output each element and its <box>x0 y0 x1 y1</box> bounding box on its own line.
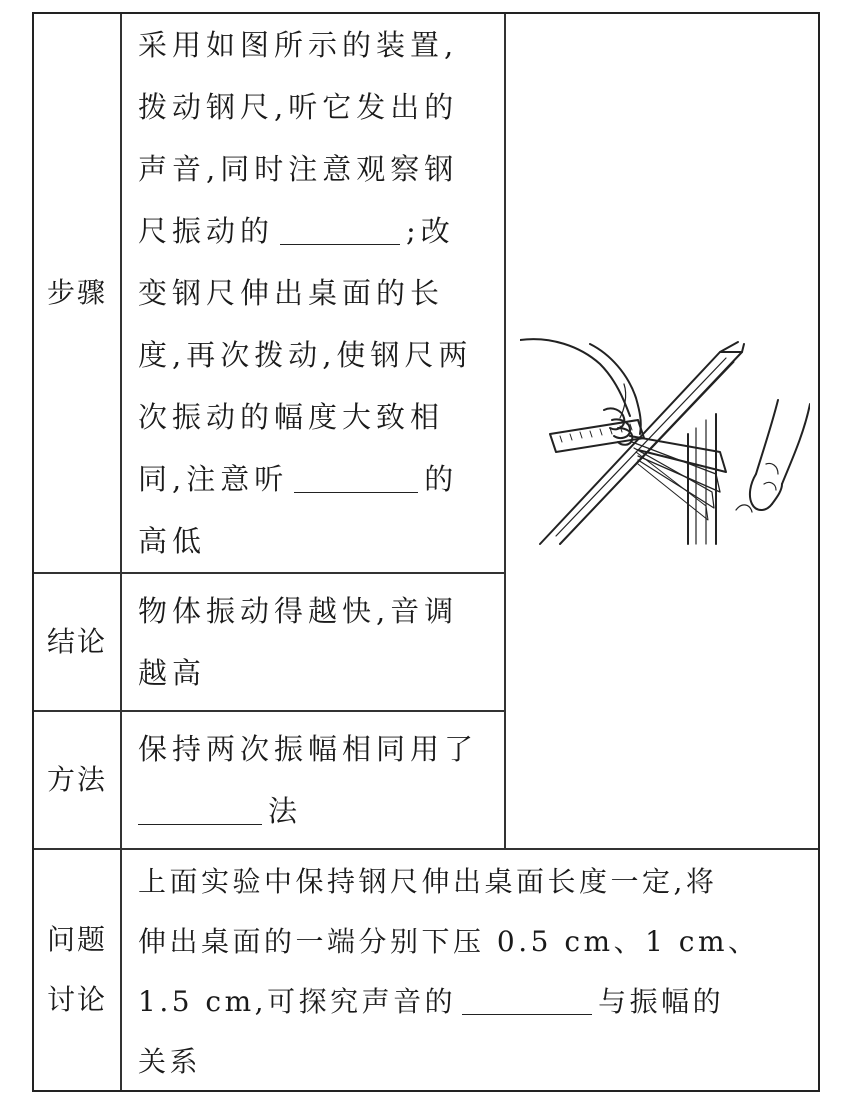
steps-line-6: 度,再次拨动,使钢尺两 <box>138 338 473 372</box>
conclusion-label <box>34 574 120 710</box>
experiment-table <box>32 12 820 1092</box>
steps-label-text: 步骤 <box>46 276 107 309</box>
blank-sound-property[interactable] <box>462 980 592 1015</box>
method-label-text: 方法 <box>46 763 107 796</box>
steps-line-4-start: 尺振动的 <box>138 214 275 248</box>
steps-line-5: 变钢尺伸出桌面的长 <box>138 276 445 310</box>
discussion-line-3-end: 与振幅的 <box>598 985 725 1018</box>
steps-line-8 <box>138 448 472 510</box>
steps-line-4-end: ;改 <box>406 214 455 248</box>
column-divider-label <box>120 14 122 1090</box>
discussion-label <box>34 850 120 1090</box>
discussion-label-line-1: 问题 <box>46 923 107 956</box>
blank-sound-pitch[interactable] <box>294 458 418 493</box>
steps-line-2: 拨动钢尺,听它发出的 <box>138 90 459 124</box>
column-divider-figure <box>504 14 506 848</box>
steps-line-9: 高低 <box>138 524 207 558</box>
discussion-line-4: 关系 <box>138 1045 202 1078</box>
method-label <box>34 712 120 848</box>
hand-plucking-ruler-on-table-illustration <box>520 324 810 554</box>
steps-label <box>34 14 120 572</box>
steps-line-7: 次振动的幅度大致相 <box>138 400 445 434</box>
discussion-line-3-start: 1.5 cm,可探究声音的 <box>138 985 457 1018</box>
row-divider-method <box>34 848 818 850</box>
conclusion-label-text: 结论 <box>46 625 107 658</box>
discussion-label-line-2: 讨论 <box>46 983 107 1016</box>
steps-text <box>138 14 472 572</box>
discussion-line-2: 伸出桌面的一端分别下压 0.5 cm、1 cm、 <box>138 925 760 958</box>
blank-method-name[interactable] <box>138 790 262 825</box>
method-text <box>138 718 478 842</box>
method-line-1: 保持两次振幅相同用了 <box>138 732 479 766</box>
steps-line-1: 采用如图所示的装置, <box>138 28 459 62</box>
blank-vibration-speed[interactable] <box>280 210 400 245</box>
discussion-line-1: 上面实验中保持钢尺伸出桌面长度一定,将 <box>138 865 718 898</box>
method-line-2-end: 法 <box>268 794 303 828</box>
method-line-2 <box>138 780 478 842</box>
steps-line-3: 声音,同时注意观察钢 <box>138 152 459 186</box>
steps-line-8-start: 同,注意听 <box>138 462 289 496</box>
discussion-line-3 <box>138 972 760 1032</box>
conclusion-line-1: 物体振动得越快,音调 <box>138 594 459 628</box>
conclusion-text <box>138 580 458 704</box>
steps-line-4 <box>138 200 472 262</box>
discussion-text <box>138 852 760 1092</box>
steps-line-8-end: 的 <box>424 462 459 496</box>
conclusion-line-2: 越高 <box>138 656 207 690</box>
